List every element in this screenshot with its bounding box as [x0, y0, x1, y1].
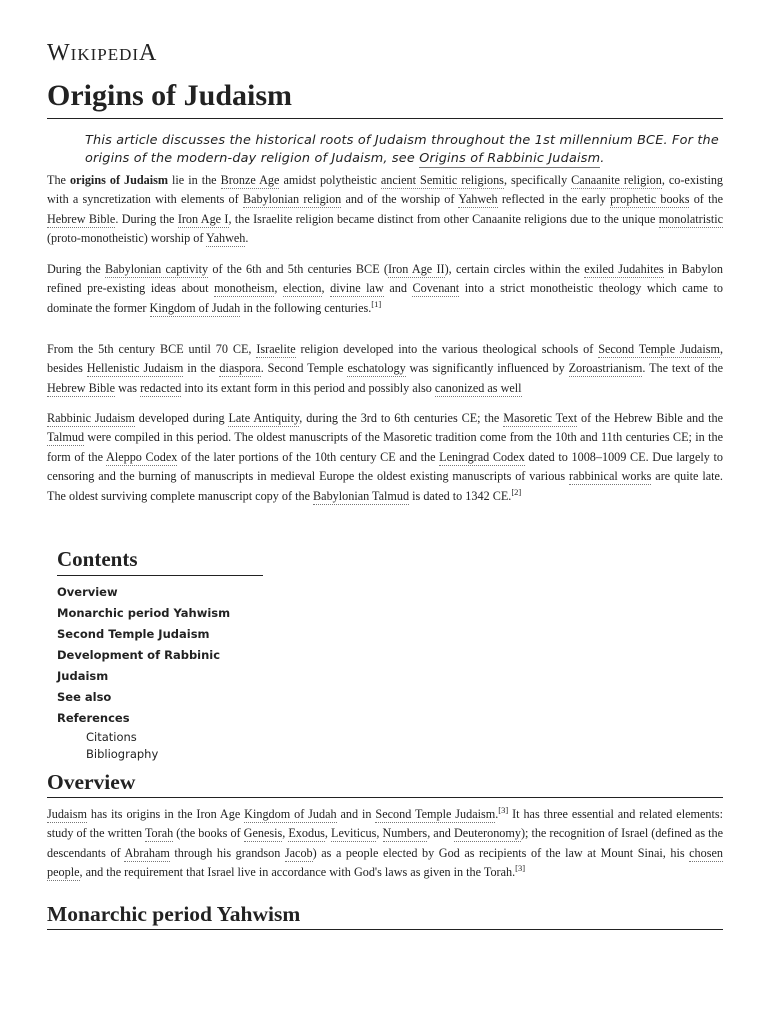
link-talmud[interactable]: Talmud: [47, 430, 85, 445]
link-leningrad-codex[interactable]: Leningrad Codex: [439, 449, 525, 464]
toc-item-citations[interactable]: Citations: [86, 730, 137, 744]
link-diaspora[interactable]: diaspora: [219, 361, 261, 376]
link-babylonian-talmud[interactable]: Babylonian Talmud: [313, 488, 410, 503]
link-canonized[interactable]: canonized as well: [434, 380, 522, 395]
link-redacted[interactable]: redacted: [140, 380, 182, 395]
section-heading-monarchic: Monarchic period Yahwism: [47, 900, 723, 930]
link-numbers[interactable]: Numbers: [382, 826, 428, 841]
link-leviticus[interactable]: Leviticus: [331, 826, 377, 841]
intro-paragraph-3: From the 5th century BCE until 70 CE, Israelite religion developed into the various theological schools of Second Temple Judaism, besides Hellenistic Judaism in the diaspora. Second Temple eschatology was significantly influenced by Zoroastrianism. The text of the Hebrew Bible was redacted into its extant form in this period and possibly also canonized as well: [47, 342, 724, 395]
link-genesis[interactable]: Genesis: [243, 826, 283, 841]
link-canaanite-religion[interactable]: Canaanite religion: [571, 173, 662, 187]
link-masoretic-text[interactable]: Masoretic Text: [503, 411, 578, 425]
link-iron-age-i[interactable]: Iron Age I: [177, 211, 229, 226]
link-rabbinic-judaism[interactable]: Rabbinic Judaism: [47, 411, 135, 425]
citation-2[interactable]: [2]: [511, 486, 522, 497]
link-kingdom-of-judah[interactable]: Kingdom of Judah: [149, 300, 241, 315]
toc-item-overview[interactable]: Overview: [57, 585, 118, 599]
table-of-contents: [57, 545, 263, 763]
link-bronze-age[interactable]: Bronze Age: [220, 173, 280, 187]
link-chosen-people[interactable]: chosen people: [47, 845, 723, 880]
toc-list: [57, 582, 263, 763]
toc-item-see-also[interactable]: See also: [57, 690, 112, 704]
link-second-temple-judaism[interactable]: Second Temple Judaism: [598, 342, 720, 356]
toc-item-monarchic[interactable]: Monarchic period Yahwism: [57, 606, 231, 620]
link-israelite[interactable]: Israelite: [256, 342, 296, 356]
link-zoroastrianism[interactable]: Zoroastrianism: [568, 361, 643, 376]
intro-paragraph-4: Rabbinic Judaism developed during Late Antiquity, during the 3rd to 6th centuries CE; the Masoretic Text of the Hebrew Bible and the Talmud were compiled in this period. The oldest manuscripts of the Masoretic tradition come from the 10th and 11th centuries CE; in the form of the Aleppo Codex of the later portions of the 10th century CE and the Leningrad Codex dated to 1008–1009 CE. Due largely to censoring and the burning of manuscripts in medieval Europe the oldest existing manuscripts of various rabbinical works are quite late. The oldest surviving complete manuscript copy of the Babylonian Talmud is dated to 1342 CE.[2]: [47, 411, 724, 503]
intro-paragraph-2: During the Babylonian captivity of the 6th and 5th centuries BCE (Iron Age II), certain circles within the exiled Judahites in Babylon refined pre-existing ideas about monotheism, election, divine law and Covenant into a strict monotheistic theology which came to dominate the former Kingdom of Judah in the following centuries.[1]: [47, 262, 723, 315]
hatnote: This article discusses the historical roots of Judaism throughout the 1st millennium BCE. For the origins of the modern-day religion of Judaism, see Origins of Rabbinic Judaism.: [85, 133, 719, 166]
hatnote-link[interactable]: Origins of Rabbinic Judaism: [419, 151, 601, 166]
link-ancient-semitic-religions[interactable]: ancient Semitic religions: [380, 173, 504, 187]
toc-item-rabbinic[interactable]: Development of Rabbinic Judaism: [57, 648, 221, 683]
citation-1[interactable]: [1]: [371, 298, 382, 309]
page-title: Origins of Judaism: [47, 76, 723, 119]
link-election[interactable]: election: [282, 281, 322, 296]
link-hebrew-bible[interactable]: Hebrew Bible: [47, 211, 116, 226]
toc-title: Contents: [57, 545, 263, 576]
link-eschatology[interactable]: eschatology: [347, 361, 406, 376]
link-covenant[interactable]: Covenant: [412, 281, 460, 296]
overview-paragraph: Judaism has its origins in the Iron Age Kingdom of Judah and in Second Temple Judaism.[3] It has three essential and related elements: study of the written Torah (the books of Genesis, Exodus, Leviticus, Numbers, and Deuteronomy); the recognition of Israel (defined as the descendants of Abraham through his grandson Jacob) as a people elected by God as recipients of the law at Mount Sinai, his chosen people, and the requirement that Israel live in accordance with God's laws as given in the Torah.[3]: [47, 804, 724, 880]
link-late-antiquity[interactable]: Late Antiquity: [228, 411, 300, 425]
link-yahweh-2[interactable]: Yahweh: [205, 231, 246, 246]
link-divine-law[interactable]: divine law: [330, 281, 384, 296]
citation-3[interactable]: [3]: [498, 804, 509, 815]
link-second-temple-judaism-2[interactable]: Second Temple Judaism: [375, 807, 496, 821]
link-aleppo-codex[interactable]: Aleppo Codex: [106, 449, 178, 464]
link-exodus[interactable]: Exodus: [288, 826, 325, 841]
section-heading-overview: Overview: [47, 768, 723, 798]
link-hebrew-bible-2[interactable]: Hebrew Bible: [47, 380, 116, 395]
link-jacob[interactable]: Jacob: [284, 845, 313, 860]
link-babylonian-captivity[interactable]: Babylonian captivity: [105, 262, 209, 276]
link-exiled-judahites[interactable]: exiled Judahites: [584, 262, 664, 276]
link-prophetic-books[interactable]: prophetic books: [610, 192, 690, 207]
link-judaism[interactable]: Judaism: [47, 807, 87, 821]
link-abraham[interactable]: Abraham: [124, 845, 170, 860]
link-deuteronomy[interactable]: Deuteronomy: [453, 826, 521, 841]
link-yahweh[interactable]: Yahweh: [458, 192, 498, 207]
link-kingdom-of-judah-2[interactable]: Kingdom of Judah: [244, 807, 337, 821]
link-iron-age-ii[interactable]: Iron Age II: [387, 262, 445, 276]
intro-paragraph-1: The origins of Judaism lie in the Bronze Age amidst polytheistic ancient Semitic religions, specifically Canaanite religion, co-existing with a syncretization with elements of Babylonian religion and of the worship of Yahweh reflected in the early prophetic books of the Hebrew Bible. During the Iron Age I, the Israelite religion became distinct from other Canaanite religions due to the unique monolatristic (proto-monotheistic) worship of Yahweh.: [47, 173, 724, 246]
toc-item-bibliography[interactable]: Bibliography: [86, 747, 159, 761]
link-monotheism[interactable]: monotheism: [214, 281, 275, 296]
link-babylonian-religion[interactable]: Babylonian religion: [242, 192, 342, 207]
wikipedia-wordmark[interactable]: WIKIPEDIA: [47, 40, 158, 66]
link-monolatristic[interactable]: monolatristic: [658, 211, 724, 226]
link-rabbinical-works[interactable]: rabbinical works: [569, 469, 652, 484]
link-torah[interactable]: Torah: [144, 826, 174, 841]
link-hellenistic-judaism[interactable]: Hellenistic Judaism: [86, 361, 184, 376]
toc-item-second-temple[interactable]: Second Temple Judaism: [57, 627, 210, 641]
citation-3b[interactable]: [3]: [515, 863, 526, 874]
toc-item-references[interactable]: References: [57, 711, 130, 725]
